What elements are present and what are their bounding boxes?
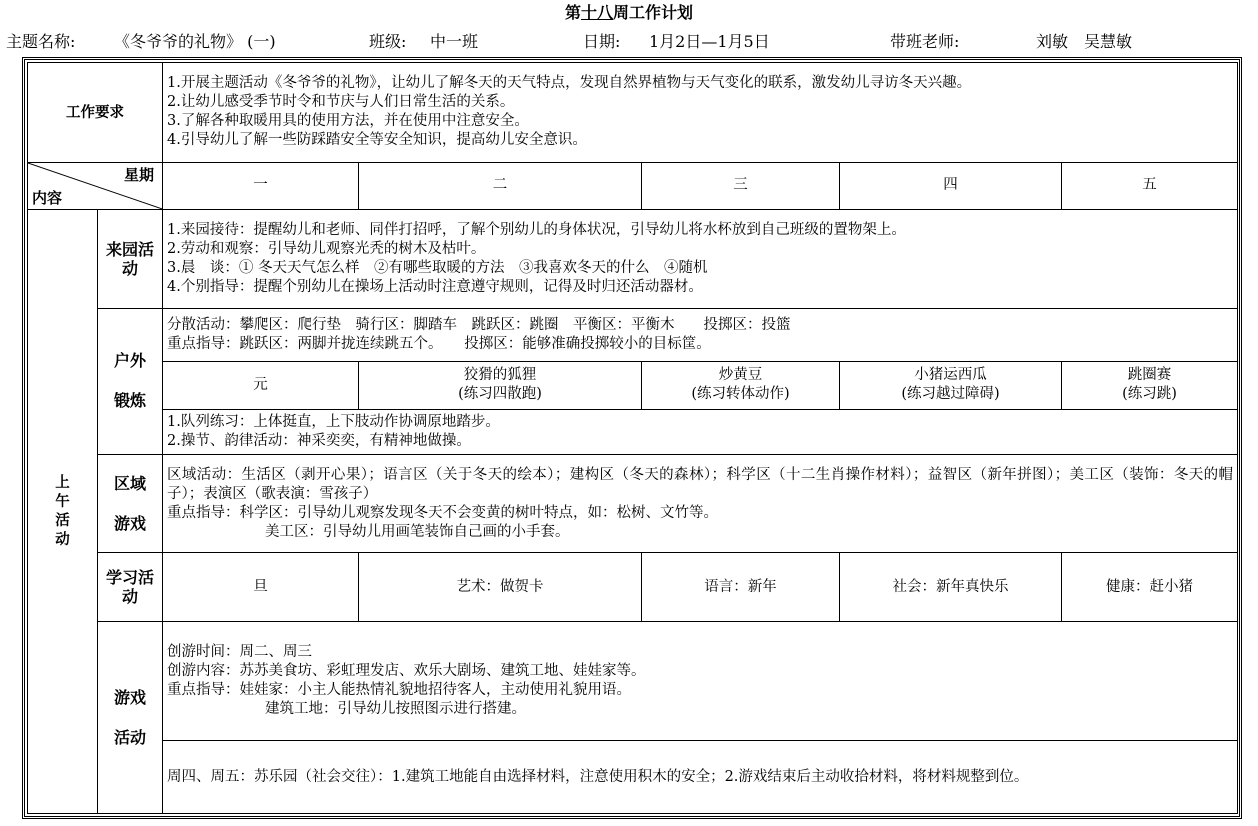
outdoor-days-row	[28, 361, 1238, 410]
outdoor-day-fri: 跳圈赛 (练习跳)	[1062, 361, 1238, 410]
requirements-label: 工作要求	[28, 63, 163, 163]
day-header-thu: 四	[840, 162, 1062, 209]
outdoor-day-wed: 炒黄豆 (练习转体动作)	[642, 361, 840, 410]
corner-weekday-label: 星期	[123, 165, 154, 184]
area-games-content: 区域活动：生活区（剥开心果）；语言区（关于冬天的绘本）；建构区（冬天的森林）；科学区（十二生肖操作材料）；益智区（新年拼图）；美工区（装饰：冬天的帽子）；表演区（歌表演：雪孩子） 重点指导：科学区：引导幼儿观察发现冬天不会变黄的树叶特点，如：松树、文竹等。 美工区：引导幼儿用画笔装饰自己画的小手套。	[163, 455, 1238, 553]
theme-label: 主题名称:	[6, 32, 76, 51]
day-header-tue: 二	[359, 162, 642, 209]
outdoor-label: 户外 锻炼	[98, 308, 163, 455]
outdoor-day-mon: 元	[163, 361, 359, 410]
play-thu-fri-content: 周四、周五：苏乐园（社会交往）：1.建筑工地能自由选择材料，注意使用积木的安全；2.游戏结束后主动收拾材料，将材料规整到位。	[163, 740, 1238, 813]
date-label: 日期:	[583, 32, 621, 51]
learning-day-wed: 语言：新年	[642, 553, 840, 622]
area-games-row	[28, 455, 1238, 553]
learning-row	[28, 553, 1238, 622]
weekly-plan-table	[27, 62, 1238, 814]
class-value: 中一班	[430, 32, 479, 51]
requirement-line: 3.了解各种取暖用具的使用方法，并在使用中注意安全。	[167, 113, 529, 130]
class-label: 班级:	[369, 32, 407, 51]
arrival-row	[28, 209, 1238, 308]
week-number: 十八	[580, 3, 613, 22]
arrival-label: 来园活动	[98, 209, 163, 308]
page-title: 第十八周工作计划	[564, 3, 694, 22]
weekday-corner-cell	[28, 162, 163, 209]
day-header-fri: 五	[1062, 162, 1238, 209]
day-header-wed: 三	[642, 162, 840, 209]
requirement-line: 4.引导幼儿了解一些防踩踏安全等安全知识，提高幼儿安全意识。	[167, 132, 587, 149]
requirements-row	[28, 63, 1238, 163]
learning-day-tue: 艺术：做贺卡	[359, 553, 642, 622]
learning-label: 学习活动	[98, 553, 163, 622]
weekday-header-row	[28, 162, 1238, 209]
outdoor-day-tue: 狡猾的狐狸 (练习四散跑)	[359, 361, 642, 410]
teacher-label: 带班老师:	[890, 32, 960, 51]
morning-activities-label: 上 午 活 动	[28, 209, 98, 813]
day-header-mon: 一	[163, 162, 359, 209]
arrival-content: 1.来园接待：提醒幼儿和老师、同伴打招呼，了解个别幼儿的身体状况，引导幼儿将水杯放到自己班级的置物架上。 2.劳动和观察：引导幼儿观察光秃的树木及枯叶。 3.晨 谈：① 冬天天气怎么样 ②有哪些取暖的方法 ③我喜欢冬天的什么 ④随机 4.个别指导：提醒个别幼儿在操场上活动时注意遵守规则，记得及时归还活动器材。	[163, 209, 1238, 308]
outdoor-row-3	[28, 410, 1238, 455]
theme-value: 《冬爷爷的礼物》 (一)	[114, 32, 276, 51]
plan-meta	[6, 30, 1258, 54]
learning-day-thu: 社会：新年真快乐	[840, 553, 1062, 622]
outdoor-day-thu: 小猪运西瓜 (练习越过障碍)	[840, 361, 1062, 410]
play-label: 游戏 活动	[98, 622, 163, 814]
requirement-line: 2.让幼儿感受季节时令和节庆与人们日常生活的关系。	[167, 94, 515, 111]
outdoor-row-1	[28, 308, 1238, 361]
play-row-1	[28, 622, 1238, 740]
requirement-line: 1.开展主题活动《冬爷爷的礼物》，让幼儿了解冬天的天气特点，发现自然界植物与天气变化的联系，激发幼儿寻访冬天兴趣。	[167, 75, 972, 92]
date-value: 1月2日—1月5日	[649, 32, 770, 51]
play-row-2	[28, 740, 1238, 813]
play-content: 创游时间：周二、周三 创游内容：苏苏美食坊、彩虹理发店、欢乐大剧场、建筑工地、娃娃家等。 重点指导：娃娃家：小主人能热情礼貌地招待客人，主动使用礼貌用语。 建筑工地：引导幼儿按照图示进行搭建。	[163, 622, 1238, 740]
outdoor-exercise-content: 1.队列练习：上体挺直，上下肢动作协调原地踏步。 2.操节、韵律活动：神采奕奕，有精神地做操。	[163, 410, 1238, 455]
learning-day-fri: 健康：赶小猪	[1062, 553, 1238, 622]
outdoor-content: 分散活动：攀爬区：爬行垫 骑行区：脚踏车 跳跃区：跳圈 平衡区：平衡木 投掷区：投篮 重点指导：跳跃区：两脚并拢连续跳五个。 投掷区：能够准确投掷较小的目标筐。	[163, 308, 1238, 361]
teacher-value: 刘敏 吴慧敏	[1036, 32, 1133, 51]
area-games-label: 区域 游戏	[98, 455, 163, 553]
corner-content-label: 内容	[32, 188, 63, 207]
requirements-content	[163, 63, 1238, 163]
learning-day-mon: 旦	[163, 553, 359, 622]
